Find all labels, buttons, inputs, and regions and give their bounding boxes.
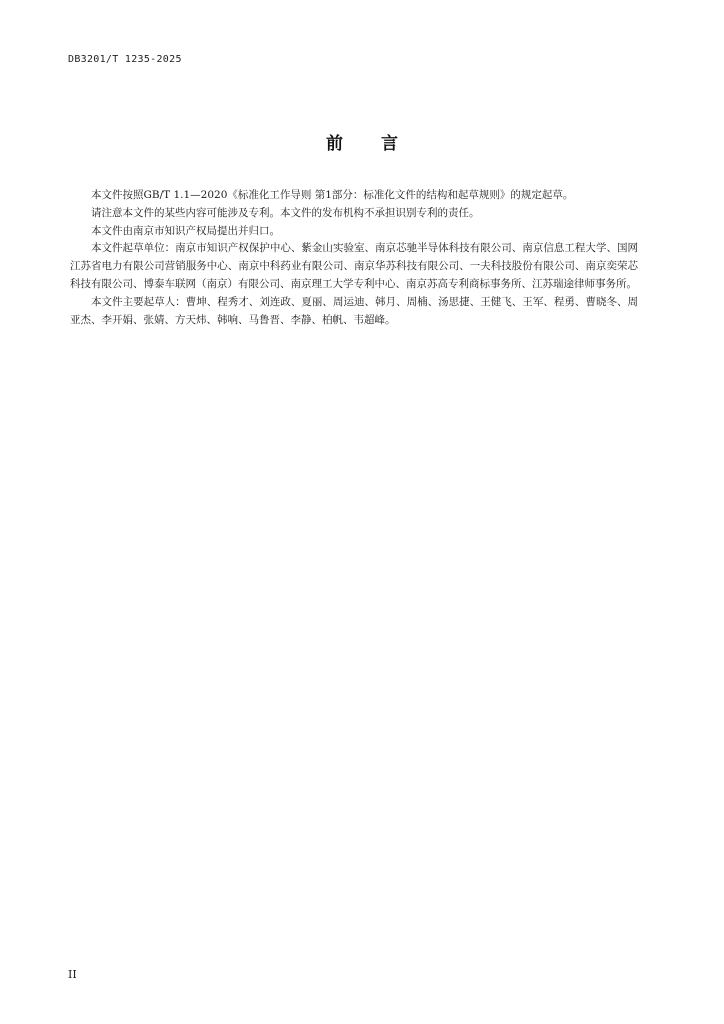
paragraph-drafting-units: 本文件起草单位：南京市知识产权保护中心、紫金山实验室、南京芯驰半导体科技有限公司、南京信息工程大学、国网江苏省电力有限公司营销服务中心、南京中科药业有限公司、南京华苏科技有限公司、一夫科技股份有限公司、南京奕荣芯科技有限公司、博泰车联网（南京）有限公司、南京理工大学专利中心、南京苏高专利商标事务所、江苏瑞途律师事务所。 bbox=[70, 242, 638, 290]
paragraph-proposer: 本文件由南京市知识产权局提出并归口。 bbox=[91, 224, 280, 237]
title-char-2: 言 bbox=[381, 134, 398, 154]
document-code: DB3201/T 1235-2025 bbox=[68, 54, 182, 65]
paragraph-patent-notice: 请注意本文件的某些内容可能涉及专利。本文件的发布机构不承担识别专利的责任。 bbox=[91, 206, 480, 219]
paragraph-drafters: 本文件主要起草人：曹坤、程秀才、刘连政、夏丽、周运迪、韩月、周楠、汤思捷、王健飞、王军、程勇、曹晓冬、周亚杰、李开娟、张婧、方天炜、韩响、马鲁晋、李静、柏帆、韦超峰。 bbox=[70, 295, 638, 326]
page-title bbox=[0, 129, 724, 154]
preface-body bbox=[70, 187, 638, 329]
title-char-1: 前 bbox=[326, 134, 343, 154]
page-number: II bbox=[68, 968, 77, 981]
paragraph-standard-basis: 本文件按照GB/T 1.1—2020《标准化工作导则 第1部分：标准化文件的结构和起草规则》的规定起草。 bbox=[91, 189, 574, 201]
